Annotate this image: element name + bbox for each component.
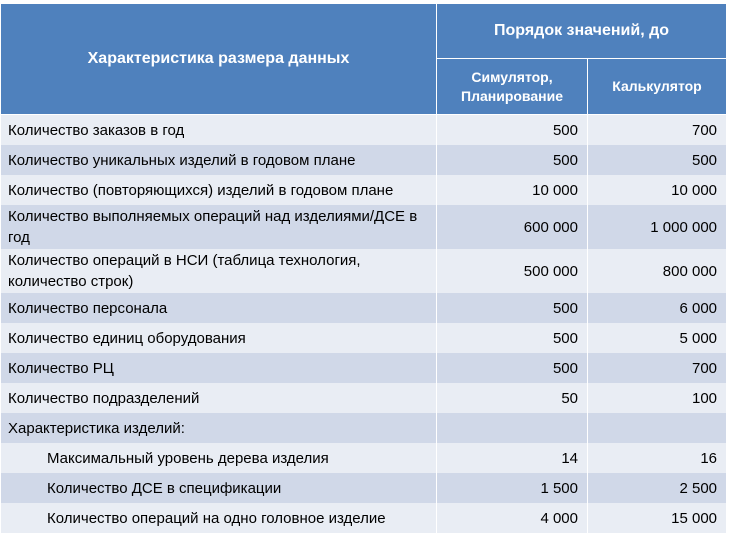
row-simulator-value: 500 (437, 323, 588, 353)
row-calculator-value (588, 413, 727, 443)
row-label: Количество операций в НСИ (таблица технология, количество строк) (1, 249, 437, 293)
row-simulator-value: 500 (437, 353, 588, 383)
header-order-of-values: Порядок значений, до (437, 4, 727, 59)
row-simulator-value: 50 (437, 383, 588, 413)
row-simulator-value: 4 000 (437, 503, 588, 533)
row-label: Количество уникальных изделий в годовом плане (1, 145, 437, 175)
row-label: Количество заказов в год (1, 115, 437, 146)
data-size-table (0, 3, 727, 533)
row-simulator-value: 14 (437, 443, 588, 473)
row-simulator-value: 500 (437, 293, 588, 323)
row-simulator-value: 10 000 (437, 175, 588, 205)
table-row (1, 473, 727, 503)
row-simulator-value: 500 (437, 115, 588, 146)
row-simulator-value: 1 500 (437, 473, 588, 503)
row-calculator-value: 1 000 000 (588, 205, 727, 249)
row-calculator-value: 15 000 (588, 503, 727, 533)
table-row (1, 145, 727, 175)
table-row (1, 443, 727, 473)
row-label: Характеристика изделий: (1, 413, 437, 443)
header-simulator-line1: Симулятор, (471, 68, 553, 85)
header-characteristic: Характеристика размера данных (1, 4, 437, 115)
row-calculator-value: 100 (588, 383, 727, 413)
row-calculator-value: 6 000 (588, 293, 727, 323)
table-row (1, 175, 727, 205)
header-calculator: Калькулятор (588, 59, 727, 115)
row-label: Максимальный уровень дерева изделия (1, 443, 437, 473)
row-label: Количество операций на одно головное изделие (1, 503, 437, 533)
row-calculator-value: 700 (588, 115, 727, 146)
table-row (1, 503, 727, 533)
row-label: Количество РЦ (1, 353, 437, 383)
row-calculator-value: 2 500 (588, 473, 727, 503)
table-row (1, 115, 727, 146)
row-label: Количество (повторяющихся) изделий в годовом плане (1, 175, 437, 205)
table-row (1, 353, 727, 383)
table-row-section-header (1, 413, 727, 443)
row-calculator-value: 800 000 (588, 249, 727, 293)
header-simulator-line2: Планирование (461, 87, 563, 104)
row-simulator-value: 500 (437, 145, 588, 175)
table-row (1, 293, 727, 323)
row-label: Количество ДСЕ в спецификации (1, 473, 437, 503)
table-row (1, 323, 727, 353)
row-simulator-value (437, 413, 588, 443)
row-label: Количество выполняемых операций над изделиями/ДСЕ в год (1, 205, 437, 249)
row-calculator-value: 500 (588, 145, 727, 175)
row-simulator-value: 500 000 (437, 249, 588, 293)
row-simulator-value: 600 000 (437, 205, 588, 249)
row-calculator-value: 16 (588, 443, 727, 473)
table-row (1, 249, 727, 293)
data-size-table-container (0, 3, 729, 533)
row-label: Количество единиц оборудования (1, 323, 437, 353)
row-label: Количество персонала (1, 293, 437, 323)
row-label: Количество подразделений (1, 383, 437, 413)
row-calculator-value: 10 000 (588, 175, 727, 205)
row-calculator-value: 5 000 (588, 323, 727, 353)
row-calculator-value: 700 (588, 353, 727, 383)
table-row (1, 205, 727, 249)
table-row (1, 383, 727, 413)
header-simulator (437, 59, 588, 115)
